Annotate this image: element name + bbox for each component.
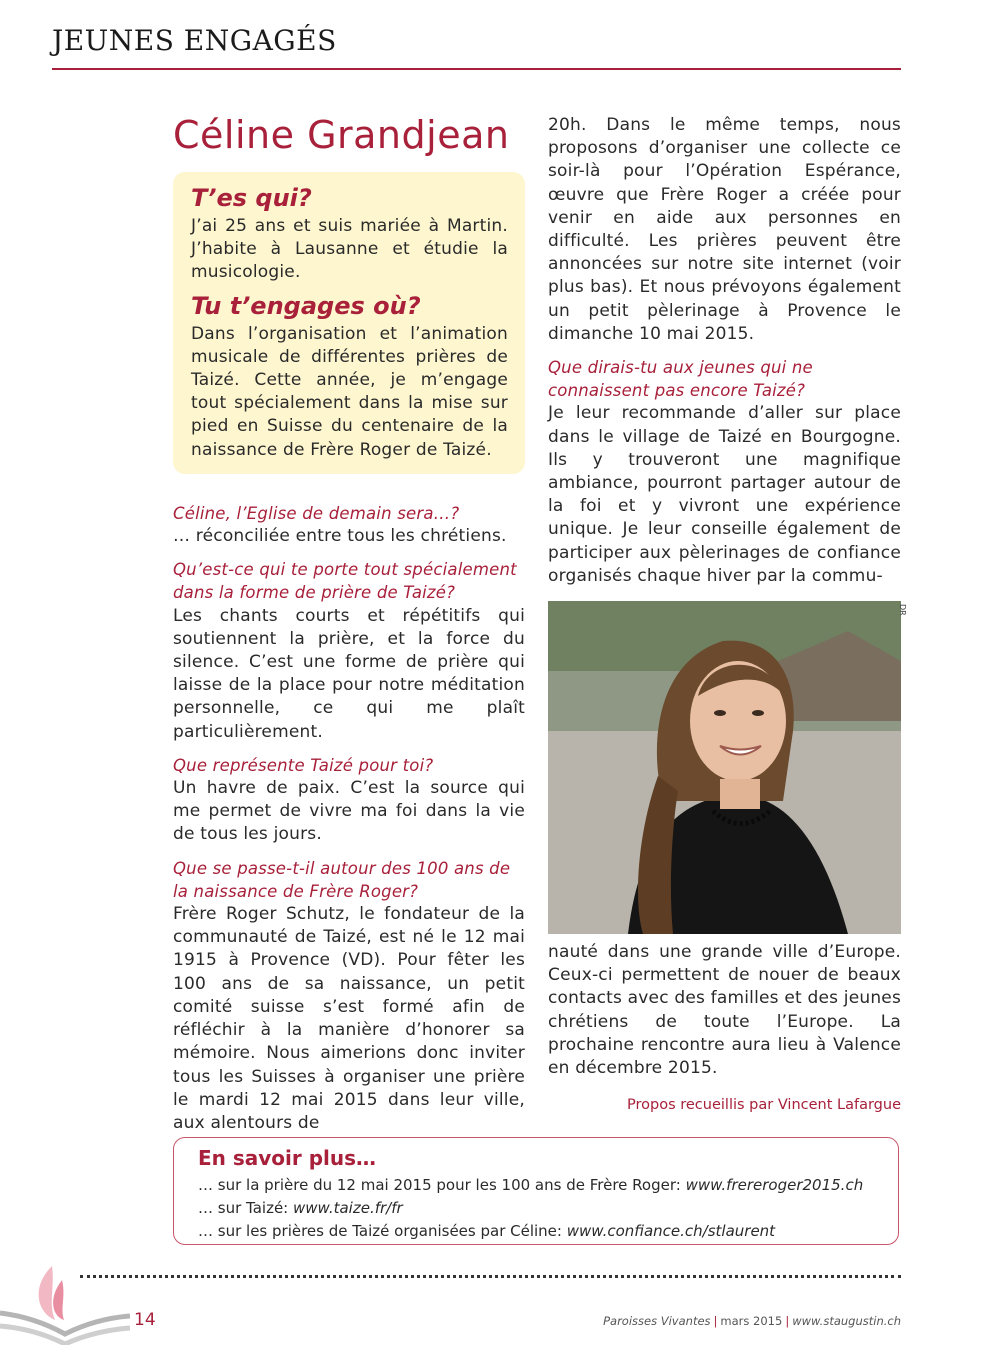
answer-continued: nauté dans une grande ville d’Europe. Ceux-ci permettent de nouer de beaux contacts avec des familles et des jeunes chrétiens de toute l’Europe. La prochaine rencontre aura lieu à Valence en décembre 2015.	[548, 942, 902, 1079]
footer-separator: |	[713, 1314, 718, 1328]
box-question-2: Tu t’engages où?	[191, 291, 421, 320]
qa-block	[173, 754, 525, 847]
publication-name: Paroisses Vivantes	[603, 1314, 711, 1328]
more-info-text: … sur les prières de Taizé organisées par Céline:	[198, 1222, 567, 1240]
box-answer-1: J’ai 25 ans et suis mariée à Martin. J’habite à Lausanne et étudie la musicologie.	[191, 216, 508, 283]
website-link[interactable]: www.staugustin.ch	[792, 1314, 901, 1328]
question: Que se passe-t-il autour des 100 ans de la naissance de Frère Roger?	[173, 858, 511, 901]
left-column	[173, 112, 525, 1145]
answer: Je leur recommande d’aller sur place dans le village de Taizé en Bourgogne. Ils y trouveront une magnifique ambiance, pourront partager autour de la foi et y vivront une expérience unique. Je leur conseille également de participer aux pèlerinages de confiance organisés chaque hiver par la commu-	[548, 403, 901, 586]
more-info-text: … sur la prière du 12 mai 2015 pour les 100 ans de Frère Roger:	[198, 1176, 686, 1194]
answer: Un havre de paix. C’est la source qui me permet de vivre ma foi dans la vie de tous les jours.	[173, 778, 525, 845]
more-info-line	[198, 1197, 874, 1220]
portrait-illustration	[548, 601, 901, 934]
dotted-divider	[80, 1275, 901, 1278]
portrait-photo	[548, 601, 901, 934]
qa-block	[173, 857, 525, 1135]
answer: Les chants courts et répétitifs qui soutiennent la prière, et la force du silence. C’est une forme de prière qui laisse de la place pour notre méditation personnelle, ce qui me plaît particulièrement.	[173, 605, 525, 742]
interview-credit: Propos recueillis par Vincent Lafargue	[627, 1097, 901, 1113]
more-info-line	[198, 1174, 874, 1197]
link-frereroger2015[interactable]: www.frereroger2015.ch	[685, 1176, 864, 1194]
more-info-box	[173, 1137, 899, 1245]
body-paragraph: 20h. Dans le même temps, nous proposons d’organiser une collecte ce soir-là pour l’Opération Espérance, œuvre que Frère Roger a créée pour venir en aide aux personnes en difficulté. Les prières peuvent être annoncées sur notre site internet (voir plus bas). Et nous prévoyons également un petit pèlerinage à Provence le dimanche 10 mai 2015.	[548, 115, 901, 344]
right-column-bottom	[548, 941, 901, 1080]
question: Qu’est-ce qui te porte tout spécialement dans la forme de prière de Taizé?	[173, 560, 517, 603]
footer-info	[603, 1314, 901, 1328]
issue-date: mars 2015	[720, 1314, 783, 1328]
person-name: Céline Grandjean	[173, 113, 510, 157]
section-title: JEUNES ENGAGÉS	[52, 24, 337, 57]
question: Céline, l’Eglise de demain sera…?	[173, 503, 460, 523]
link-confiance[interactable]: www.confiance.ch/stlaurent	[566, 1222, 776, 1240]
more-info-text: … sur Taizé:	[198, 1199, 293, 1217]
question: Que représente Taizé pour toi?	[173, 755, 434, 775]
more-info-line	[198, 1220, 874, 1243]
answer: … réconciliée entre tous les chrétiens.	[173, 526, 507, 547]
more-info-title: En savoir plus…	[198, 1146, 377, 1170]
answer: Frère Roger Schutz, le fondateur de la communauté de Taizé, est né le 12 mai 1915 à Provence (VD). Pour fêter les 100 ans de sa naissance, un petit comité suisse s’est formé afin de réfléchir à la manière d’honorer sa mémoire. Nous aimerions donc inviter tous les Suisses à organiser une prière le mardi 12 mai 2015 dans leur ville, aux alentours de	[173, 904, 525, 1133]
header-rule	[52, 68, 901, 70]
qa-block	[173, 558, 525, 744]
right-column-top	[548, 114, 901, 588]
footer-separator: |	[785, 1314, 790, 1328]
flame-book-logo-icon	[0, 1258, 130, 1345]
intro-box	[173, 172, 525, 474]
box-question-1: T’es qui?	[191, 184, 312, 212]
photo-credit: DR	[898, 604, 907, 616]
box-answer-2: Dans l’organisation et l’animation musicale de différentes prières de Taizé. Cette année, je m’engage tout spécialement dans la mise sur pied en Suisse du centenaire de la naissance de Frère Roger de Taizé.	[191, 323, 508, 460]
qa-block	[173, 502, 525, 548]
question: Que dirais-tu aux jeunes qui ne connaissent pas encore Taizé?	[548, 358, 813, 401]
page-number: 14	[134, 1310, 156, 1330]
link-taize[interactable]: www.taize.fr/fr	[293, 1199, 403, 1217]
